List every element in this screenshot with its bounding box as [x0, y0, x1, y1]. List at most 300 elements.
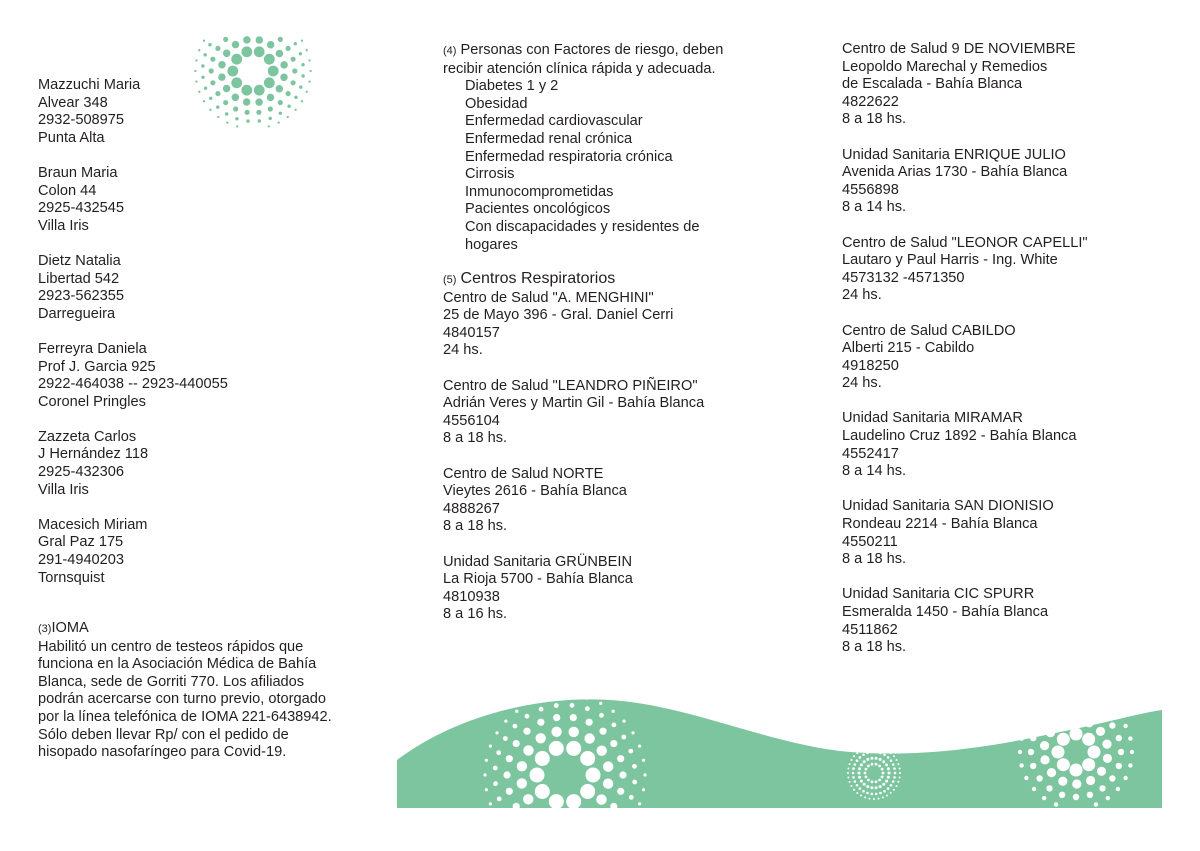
- risk-list: [443, 78, 723, 254]
- center-entry: [842, 410, 1088, 480]
- sunburst-dot: [899, 768, 901, 770]
- sunburst-dot: [291, 80, 296, 85]
- sunburst-dot: [1071, 715, 1080, 724]
- sunburst-dot: [535, 751, 550, 766]
- sunburst-dot: [503, 771, 510, 778]
- sunburst-dot: [886, 750, 888, 752]
- sunburst-dot: [299, 52, 302, 55]
- center-name: Centro de Salud CABILDO: [842, 322, 1016, 339]
- sunburst-dot: [632, 764, 637, 769]
- sunburst-dot: [875, 786, 878, 789]
- sunburst-dot: [264, 77, 275, 88]
- sunburst-dot: [227, 66, 238, 77]
- contact-city: Darregueira: [38, 305, 116, 322]
- sunburst-dot: [1109, 722, 1115, 728]
- sunburst-dot: [885, 763, 888, 766]
- sunburst-dot: [1030, 735, 1036, 741]
- center-name: Unidad Sanitaria GRÜNBEIN: [443, 553, 632, 570]
- sunburst-dot: [280, 61, 287, 68]
- sunburst-dot: [882, 760, 885, 763]
- sunburst-dot: [1057, 733, 1070, 746]
- sunburst-dot: [860, 780, 863, 783]
- ioma-line: funciona en la Asociación Médica de Bahía: [38, 656, 317, 673]
- sunburst-dot: [292, 68, 297, 73]
- sunburst-dot: [642, 788, 645, 791]
- sunburst-dot: [309, 70, 311, 72]
- center-address: Leopoldo Marechal y Remedios: [842, 58, 1048, 75]
- sunburst-dot: [203, 40, 205, 42]
- center-name: Centro de Salud 9 DE NOVIEMBRE: [842, 41, 1076, 57]
- sunburst-dot: [878, 765, 881, 768]
- center-entry: [842, 586, 1088, 656]
- sunburst-dot: [1082, 733, 1095, 746]
- sunburst-dot: [566, 794, 581, 809]
- sunburst-dot: [1103, 754, 1112, 763]
- footnote-marker: (4): [443, 45, 457, 57]
- sunburst-dot: [241, 85, 252, 96]
- sunburst-dot: [596, 794, 606, 804]
- sunburst-dot: [1040, 755, 1049, 764]
- sunburst-dot: [231, 77, 242, 88]
- sunburst-dot: [571, 694, 574, 697]
- contact-name: Dietz Natalia: [38, 252, 121, 269]
- sunburst-dot: [882, 783, 885, 786]
- sunburst-dot: [869, 746, 871, 748]
- sunburst-dot: [1116, 735, 1122, 741]
- sunburst-dot: [873, 798, 875, 800]
- risk-heading: (4) Personas con Factores de riesgo, deben: [443, 42, 724, 58]
- center-phone: 4511862: [842, 621, 898, 638]
- contact-phone: 291-4940203: [38, 552, 125, 569]
- sunburst-dot: [612, 723, 617, 728]
- sunburst-dot: [1046, 728, 1055, 737]
- ioma-line: podrán acercarse con turno previo, otorgado: [38, 691, 326, 708]
- sunburst-dot: [610, 740, 617, 747]
- sunburst-dot: [291, 57, 296, 62]
- sunburst-dot: [881, 776, 884, 779]
- center-hours: 8 a 18 hs.: [842, 551, 907, 568]
- sunburst-dot: [858, 776, 861, 779]
- contact-name: Zazzeta Carlos: [38, 428, 137, 445]
- center-hours: 24 hs.: [842, 375, 882, 392]
- sunburst-dot: [1018, 750, 1022, 754]
- sunburst-dot: [875, 763, 878, 766]
- center-name: Unidad Sanitaria ENRIQUE JULIO: [842, 146, 1066, 163]
- ioma-section: [38, 620, 332, 762]
- sunburst-dot: [871, 763, 874, 766]
- sunburst-dot: [865, 768, 868, 771]
- sunburst-dot: [306, 91, 308, 93]
- sunburst-dot: [892, 780, 895, 783]
- sunburst-dot: [890, 759, 893, 762]
- sunburst-dot: [599, 728, 606, 735]
- sunburst-dot: [599, 713, 604, 718]
- sunburst-dot: [530, 768, 545, 783]
- sunburst-dot: [513, 803, 520, 810]
- sunburst-dot: [870, 786, 873, 789]
- center-address: Alberti 215 - Cabildo: [842, 340, 975, 357]
- sunburst-dot: [279, 112, 282, 115]
- contact-city: Tornsquist: [38, 569, 105, 586]
- contact-city: Coronel Pringles: [38, 393, 146, 410]
- center-address: Adrián Veres y Martin Gil - Bahía Blanca: [443, 395, 705, 412]
- sunburst-dot: [1030, 763, 1036, 769]
- sunburst-dot: [301, 40, 303, 42]
- center-hours: 24 hs.: [443, 342, 483, 359]
- sunburst-dot: [878, 798, 880, 800]
- sunburst-dot: [888, 772, 891, 775]
- sunburst-dot: [866, 785, 869, 788]
- contact-entry: [38, 429, 228, 499]
- sunburst-dot: [860, 763, 863, 766]
- contact-entry: [38, 517, 228, 587]
- sunburst-dot: [308, 59, 310, 61]
- ioma-heading: [38, 620, 332, 639]
- sunburst-dot: [856, 784, 859, 787]
- contact-city: Punta Alta: [38, 129, 105, 146]
- sunburst-dot: [871, 793, 874, 796]
- contact-phone: 2925-432545: [38, 200, 125, 217]
- sunburst-dot: [569, 727, 579, 737]
- sunburst-dot: [485, 759, 488, 762]
- risk-item: Con discapacidades y residentes de: [465, 218, 700, 235]
- sunburst-dot: [885, 780, 888, 783]
- sunburst-dot: [586, 768, 601, 783]
- sunburst-dot: [517, 778, 527, 788]
- sunburst-dot: [867, 779, 870, 782]
- center-address: Avenida Arias 1730 - Bahía Blanca: [842, 164, 1068, 181]
- center-phone: 4550211: [842, 533, 898, 550]
- sunburst-dot: [276, 85, 283, 92]
- center-phone: 4918250: [842, 357, 899, 374]
- sunburst-dot: [612, 710, 615, 713]
- sunburst-dot: [1046, 785, 1052, 791]
- contact-address: Colon 44: [38, 182, 97, 199]
- sunburst-dot: [241, 46, 252, 57]
- sunburst-dot: [208, 43, 211, 46]
- sunburst-dot: [879, 785, 882, 788]
- sunburst-dot: [551, 727, 561, 737]
- center-address: Vieytes 2616 - Bahía Blanca: [443, 483, 627, 500]
- sunburst-dot: [628, 749, 633, 754]
- risk-item: Enfermedad renal crónica: [465, 130, 633, 147]
- sunburst-dot: [854, 763, 857, 766]
- sunburst-dot: [638, 745, 641, 748]
- center-name: Unidad Sanitaria MIRAMAR: [842, 410, 1023, 427]
- sunburst-dot: [223, 50, 230, 57]
- sunburst-dot: [894, 772, 897, 775]
- sunburst-dot: [506, 755, 513, 762]
- sunburst-dot: [879, 752, 882, 755]
- sunburst-dot: [210, 57, 215, 62]
- contact-entry: [38, 77, 228, 147]
- sunburst-dot: [858, 772, 861, 775]
- sunburst-dot: [878, 779, 881, 782]
- sunburst-dot: [1052, 746, 1065, 759]
- sunburst-dot: [1070, 728, 1083, 741]
- sunburst-dot: [243, 98, 250, 105]
- sunburst-dot: [617, 788, 624, 795]
- sunburst-dot: [859, 787, 862, 790]
- sunburst-dot: [883, 790, 886, 793]
- sunburst-dot: [642, 759, 645, 762]
- center-phone: 4552417: [842, 445, 899, 462]
- sunburst-dot: [892, 763, 895, 766]
- center-address: de Escalada - Bahía Blanca: [842, 76, 1023, 93]
- sunburst-dot: [856, 759, 859, 762]
- sunburst-dot: [256, 36, 263, 43]
- sunburst-dot: [867, 765, 870, 768]
- sunburst-dot: [299, 85, 302, 88]
- sunburst-dot: [235, 117, 238, 120]
- sunburst-dot: [599, 702, 602, 705]
- sunburst-dot: [871, 780, 874, 783]
- sunburst-dot: [621, 735, 626, 740]
- center-hours: 8 a 14 hs.: [842, 199, 907, 216]
- sunburst-dot: [268, 106, 273, 111]
- contact-address: Libertad 542: [38, 270, 120, 287]
- contact-address: Alvear 348: [38, 94, 108, 111]
- risk-item: Diabetes 1 y 2: [465, 78, 559, 95]
- sunburst-dot: [1073, 794, 1079, 800]
- sunburst-dot: [585, 706, 590, 711]
- sunburst-dot: [203, 53, 206, 56]
- center-entry: [842, 147, 1088, 217]
- sunburst-dot: [278, 37, 283, 42]
- center-name: Centro de Salud "LEANDRO PIÑEIRO": [443, 377, 698, 394]
- sunburst-dot: [863, 760, 866, 763]
- sunburst-dot: [864, 796, 866, 798]
- sunburst-dot: [1123, 776, 1127, 780]
- sunburst-dot: [215, 46, 220, 51]
- sunburst-dot: [246, 119, 249, 122]
- sunburst-dot: [301, 100, 303, 102]
- sunburst-dot: [896, 759, 898, 761]
- sunburst-dot: [539, 707, 544, 712]
- sunburst-dot: [232, 94, 239, 101]
- sunburst-dot: [218, 61, 225, 68]
- sunburst-dot: [493, 781, 498, 786]
- sunburst-dot: [1096, 727, 1105, 736]
- sunburst-dot: [882, 796, 884, 798]
- ioma-paragraph: [38, 639, 332, 762]
- footnote-marker: (5): [443, 274, 457, 286]
- sunburst-dot: [233, 106, 238, 111]
- center-entry: [842, 235, 1088, 305]
- sunburst-dot: [308, 80, 310, 82]
- sunburst-dot: [1109, 775, 1115, 781]
- center-name: Centro de Salud NORTE: [443, 465, 604, 482]
- sunburst-dot: [860, 750, 862, 752]
- contact-city: Villa Iris: [38, 217, 89, 234]
- ioma-line: Habilitó un centro de testeos rápidos que: [38, 638, 304, 655]
- contact-entry: [38, 165, 228, 235]
- sunburst-dot: [294, 42, 297, 45]
- center-address: Lautaro y Paul Harris - Ing. White: [842, 252, 1058, 269]
- sunburst-dot: [899, 777, 901, 779]
- sunburst-dot: [853, 789, 855, 791]
- sunburst-dot: [496, 750, 501, 755]
- sunburst-dot: [879, 758, 882, 761]
- sunburst-dot: [873, 746, 875, 748]
- center-hours: 8 a 18 hs.: [443, 518, 508, 535]
- sunburst-dot: [236, 125, 238, 127]
- center-entry: [443, 466, 704, 536]
- sunburst-dot: [875, 751, 878, 754]
- ioma-line: Sólo deben llevar Rp/ con el pedido de: [38, 726, 289, 743]
- sunburst-dot: [1070, 764, 1083, 777]
- sunburst-dot: [276, 50, 283, 57]
- sunburst-dot: [256, 110, 261, 115]
- sunburst-dot: [856, 752, 858, 754]
- sunburst-dot: [223, 37, 228, 42]
- risk-factors-section: [443, 42, 723, 254]
- sunburst-dot: [1085, 718, 1094, 727]
- sunburst-dot: [523, 745, 533, 755]
- center-entry: [443, 554, 704, 624]
- sunburst-dot: [301, 63, 304, 66]
- sunburst-dot: [860, 795, 862, 797]
- sunburst-dot: [515, 710, 518, 713]
- sunburst-dot: [243, 36, 250, 43]
- center-address: La Rioja 5700 - Bahía Blanca: [443, 571, 633, 588]
- center-entry: [842, 41, 1088, 129]
- sunburst-dot: [878, 746, 880, 748]
- sunburst-dot: [1057, 719, 1066, 728]
- sunburst-dot: [1106, 796, 1110, 800]
- sunburst-dot: [863, 783, 866, 786]
- sunburst-dot: [306, 49, 308, 51]
- sunburst-dot: [890, 784, 893, 787]
- contact-name: Macesich Miriam: [38, 516, 148, 533]
- sunburst-dot: [883, 754, 886, 757]
- sunburst-dot: [294, 109, 296, 111]
- sunburst-dot: [489, 802, 492, 805]
- sunburst-dot: [556, 694, 559, 697]
- center-phone: 4573132 -4571350: [842, 269, 965, 286]
- sunburst-dot: [1024, 724, 1028, 728]
- sunburst-dot: [852, 772, 855, 775]
- sunburst-dot: [264, 54, 275, 65]
- sunburst-dot: [278, 100, 283, 105]
- sunburst-dot: [1032, 787, 1036, 791]
- sunburst-dot: [856, 792, 858, 794]
- sunburst-dot: [549, 741, 564, 756]
- center-entry: [842, 498, 1088, 568]
- sunburst-dot: [1088, 746, 1101, 759]
- sunburst-dot: [245, 110, 250, 115]
- center-name: Centro de Salud "A. MENGHINI": [443, 289, 654, 306]
- risk-item: hogares: [465, 236, 518, 253]
- sunburst-dot: [643, 773, 646, 776]
- sunburst-dot: [597, 746, 607, 756]
- sunburst-dot: [267, 94, 274, 101]
- contact-entry: [38, 341, 228, 411]
- sunburst-dot: [866, 758, 869, 761]
- sunburst-dot: [495, 731, 498, 734]
- sunburst-dot: [1019, 763, 1023, 767]
- sunburst-dot: [1123, 724, 1127, 728]
- sunburst-dot: [603, 761, 613, 771]
- footnote-marker: (3): [38, 623, 52, 635]
- sunburst-dot: [619, 771, 626, 778]
- sunburst-dot: [610, 803, 617, 810]
- contact-address: Gral Paz 175: [38, 534, 124, 551]
- sunburst-dot: [1097, 767, 1106, 776]
- sunburst-dot: [586, 719, 593, 726]
- sunburst-dot: [580, 751, 595, 766]
- sunburst-dot: [1086, 776, 1095, 785]
- respiratory-heading: [443, 270, 704, 290]
- sunburst-dot: [1058, 777, 1067, 786]
- center-address: Esmeralda 1450 - Bahía Blanca: [842, 604, 1049, 620]
- ioma-title: IOMA: [51, 620, 89, 636]
- sunburst-dot: [1047, 768, 1056, 777]
- sunburst-dot: [489, 745, 492, 748]
- sunburst-dot: [485, 788, 488, 791]
- sunburst-dot: [847, 768, 849, 770]
- sunburst-dot: [1036, 722, 1042, 728]
- sunburst-dot: [893, 767, 896, 770]
- sunburst-dot: [528, 702, 531, 705]
- contact-phone: 2923-562355: [38, 288, 125, 305]
- contact-city: Villa Iris: [38, 481, 89, 498]
- sunburst-dot: [1059, 792, 1065, 798]
- ioma-line: Blanca, sede de Gorriti 770. Los afiliados: [38, 673, 305, 690]
- sunburst-dot: [255, 98, 262, 105]
- sunburst-dot: [523, 794, 533, 804]
- sunburst-dot: [1130, 750, 1134, 754]
- center-hours: 8 a 14 hs.: [842, 463, 907, 480]
- contact-phone: 2925-432306: [38, 464, 125, 481]
- center-address: Rondeau 2214 - Bahía Blanca: [842, 516, 1038, 533]
- sunburst-dot: [849, 781, 851, 783]
- sunburst-dot: [858, 767, 861, 770]
- sunburst-dot: [899, 772, 901, 774]
- contact-entry: [38, 253, 228, 323]
- sunburst-dot: [1057, 758, 1070, 771]
- sunburst-dot: [258, 119, 261, 122]
- sunburst-dot: [278, 121, 280, 123]
- sunburst-dot: [1028, 749, 1034, 755]
- sunburst-dot: [893, 789, 895, 791]
- sunburst-dot: [1099, 785, 1105, 791]
- sunburst-dot: [542, 697, 545, 700]
- center-hours: 24 hs.: [842, 287, 882, 304]
- sunburst-dot: [493, 766, 498, 771]
- sunburst-dot: [1082, 758, 1095, 771]
- sunburst-dot: [859, 756, 862, 759]
- sunburst-dot: [866, 752, 869, 755]
- center-phone: 4556898: [842, 181, 899, 198]
- sunburst-dot: [1128, 736, 1132, 740]
- sunburst-dot: [881, 768, 884, 771]
- sunburst-dot: [897, 781, 899, 783]
- sunburst-dot: [851, 785, 853, 787]
- sunburst-dot: [585, 697, 588, 700]
- sunburst-dot: [623, 720, 626, 723]
- sunburst-dot: [1024, 776, 1028, 780]
- sunburst-dot: [517, 761, 527, 771]
- sunburst-dot: [887, 756, 890, 759]
- sunburst-dot: [537, 719, 544, 726]
- sunburst-dot: [851, 759, 853, 761]
- sunburst-dot: [870, 757, 873, 760]
- sunburst-dot: [887, 787, 890, 790]
- sunburst-dot: [254, 85, 265, 96]
- sunburst-dot: [1054, 802, 1058, 806]
- sunburst-dot: [1087, 792, 1093, 798]
